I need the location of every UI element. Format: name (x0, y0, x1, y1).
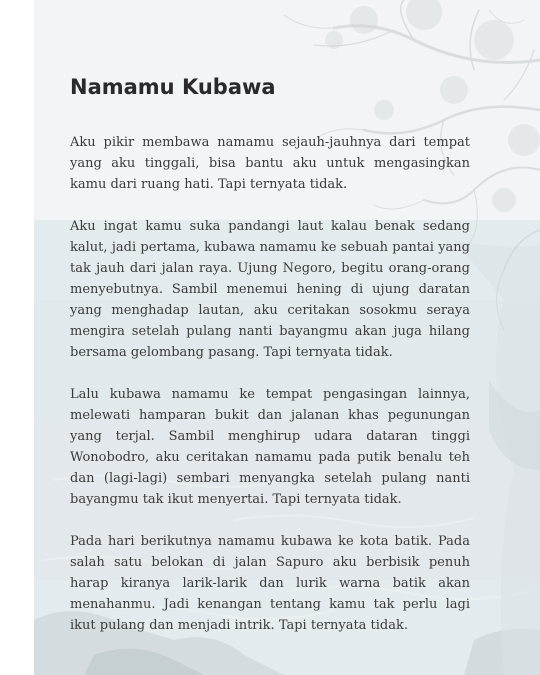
article-title: Namamu Kubawa (70, 75, 276, 99)
paragraph-2: Aku ingat kamu suka pandangi laut kalau benak sedang kalut, jadi pertama, kubawa namamu ke sebuah pantai yang tak jauh dari jalan raya. Ujung Negoro, begitu orang-orang menyebutnya. Sambil menemui hening di ujung daratan yang menghadap lautan, aku ceritakan sosokmu seraya mengira setelah pulang nanti bayangmu akan juga hilang bersama gelombang pasang. Tapi ternyata tidak. (70, 219, 470, 360)
document-page (34, 0, 540, 675)
paragraph-3: Lalu kubawa namamu ke tempat pengasingan lainnya, melewati hamparan bukit dan jalanan khas pegunungan yang terjal. Sambil menghirup udara dataran tinggi Wonobodro, aku ceritakan namamu pada putik benalu teh dan (lagi-lagi) sembari menyangka setelah pulang nanti bayangmu tak ikut menyertai. Tapi ternyata tidak. (70, 387, 470, 507)
paragraph-1: Aku pikir membawa namamu sejauh-jauhnya dari tempat yang aku tinggali, bisa bantu aku untuk mengasingkan kamu dari ruang hati. Tapi ternyata tidak. (70, 135, 470, 192)
article (70, 70, 470, 657)
paragraph-4: Pada hari berikutnya namamu kubawa ke kota batik. Pada salah satu belokan di jalan Sapuro aku berbisik penuh harap kiranya larik-larik dan lurik warna batik akan menahanmu. Jadi kenangan tentang kamu tak perlu lagi ikut pulang dan menjadi intrik. Tapi ternyata tidak. (70, 534, 470, 633)
